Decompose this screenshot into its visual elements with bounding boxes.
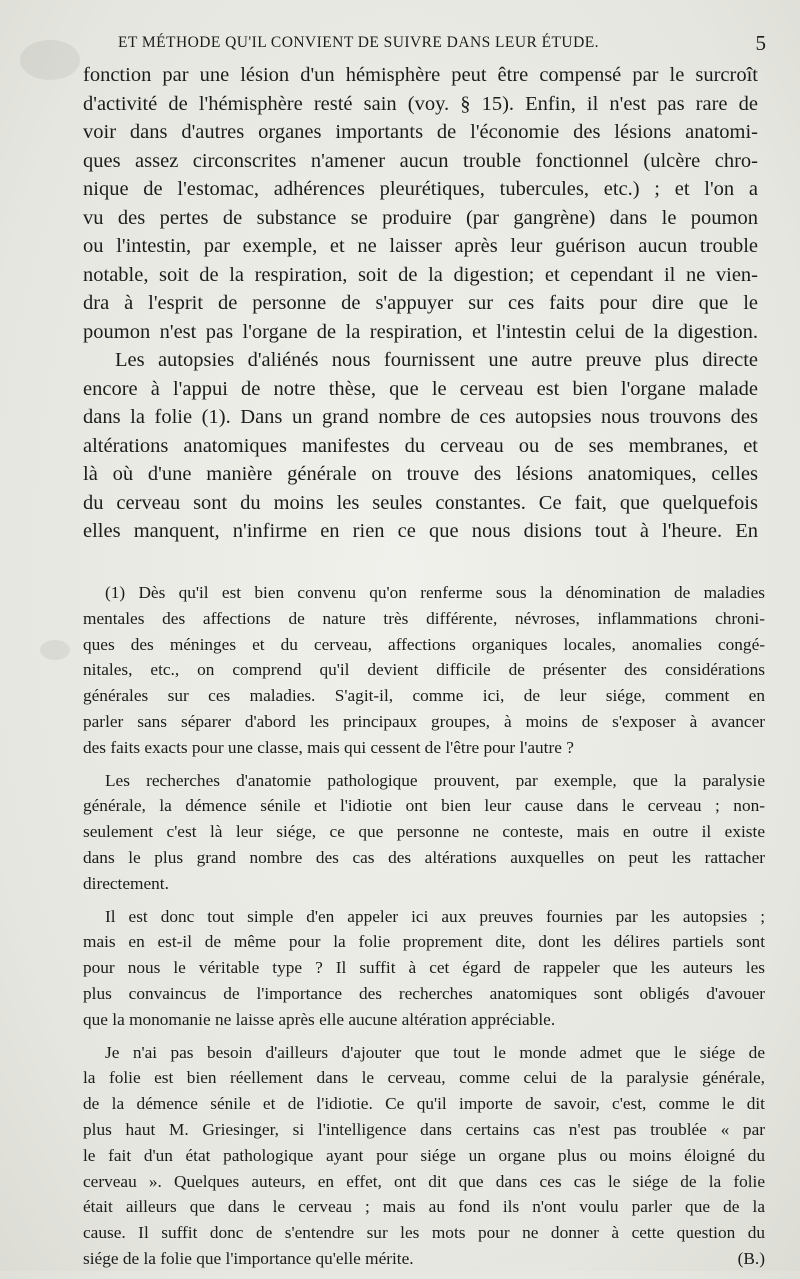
footnote-line: Je n'ai pas besoin d'ailleurs d'ajouter que tout le monde admet que le siége de — [105, 1042, 765, 1062]
footnote-block — [83, 580, 765, 1279]
footnote-line: (1) Dès qu'il est bien convenu qu'on renferme sous la dénomination de maladies — [105, 583, 765, 602]
footnote-line: dans le plus grand nombre des cas des altérations auxquelles on peut les rattacher — [83, 847, 765, 867]
text-line: notable, soit de la respiration, soit de la digestion; et cependant il ne vien- — [83, 263, 758, 286]
footnote-line: Les recherches d'anatomie pathologique prouvent, par exemple, que la paralysie — [105, 770, 765, 790]
footnote-line: pour nous le véritable type ? Il suffit à cet égard de rappeler que les auteurs les — [83, 958, 765, 978]
page-stain — [20, 40, 80, 80]
text-line: Les autopsies d'aliénés nous fournissent une autre preuve plus directe — [115, 349, 758, 371]
footnote-line: la folie est bien réellement dans le cerveau, comme celui de la paralysie générale, — [83, 1068, 765, 1088]
text-line: dra à l'esprit de personne de s'appuyer sur ces faits pour dire que le — [83, 292, 758, 314]
footnote-paragraph — [83, 580, 765, 761]
footnote-line: mentales des affections de nature très différente, névroses, inflammations chroni- — [83, 608, 765, 628]
text-line: voir dans d'autres organes importants de l'économie des lésions anatomi- — [83, 121, 758, 143]
footnote-line: Il est donc tout simple d'en appeler ici aux preuves fournies par les autopsies ; — [105, 906, 765, 926]
text-line: dans la folie (1). Dans un grand nombre de ces autopsies nous trouvons des — [83, 406, 758, 428]
running-head — [118, 31, 766, 58]
footnote-line: seulement c'est là leur siége, ce que personne ne conteste, mais en outre il existe — [83, 822, 765, 842]
footnote-line: cause. Il suffit donc de s'entendre sur les mots pour ne donner à cette question du — [83, 1223, 765, 1243]
footnote-line: était ailleurs que dans le cerveau ; mais au fond ils n'ont voulu parler que de la — [83, 1197, 765, 1217]
text-line: ou l'intestin, par exemple, et ne laisser après leur guérison aucun trouble — [83, 235, 758, 257]
footnote-line: générales sur ces maladies. S'agit-il, comme ici, de leur siége, comment en — [83, 686, 765, 706]
text-line: altérations anatomiques manifestes du cerveau ou de ses membranes, et — [83, 434, 758, 457]
footnote-line: plus convaincus de l'importance des recherches anatomiques sont obligés d'avouer — [83, 983, 765, 1003]
footnote-paragraph — [83, 1040, 765, 1272]
text-line: ques assez circonscrites n'amener aucun trouble fonctionnel (ulcère chro- — [83, 149, 758, 172]
footnote-paragraph — [83, 904, 765, 1033]
footnote-line: ques des méninges et du cerveau, affections organiques locales, anomalies congé- — [83, 634, 765, 654]
text-line: nique de l'estomac, adhérences pleurétiques, tubercules, etc.) ; et l'on a — [83, 178, 758, 200]
footnote-line: que la monomanie ne laisse après elle aucune altération appréciable. — [83, 1009, 556, 1029]
footnote-line: de la démence sénile et de l'idiotie. Ce qu'il importe de savoir, c'est, comme le dit — [83, 1094, 765, 1114]
footnote-line: cerveau ». Quelques auteurs, en effet, ont dit que dans ces cas le siége de la folie — [83, 1171, 765, 1191]
text-line: fonction par une lésion d'un hémisphère peut être compensé par le surcroît — [83, 64, 758, 86]
text-line: encore à l'appui de notre thèse, que le cerveau est bien l'organe malade — [83, 377, 758, 400]
text-line: d'activité de l'hémisphère resté sain (voy. § 15). Enfin, il n'est pas rare de — [83, 92, 758, 115]
author-signature: (B.) — [737, 1248, 765, 1268]
footnote-line: plus haut M. Griesinger, si l'intelligence dans certains cas n'est pas troublée « par — [83, 1119, 765, 1139]
footnote-line: générale, la démence sénile et l'idiotie ont bien leur cause dans le cerveau ; non- — [83, 796, 765, 816]
footnote-line: le fait d'un état pathologique ayant pour siége un organe plus ou moins éloigné du — [83, 1145, 765, 1165]
footnote-paragraph — [83, 768, 765, 897]
body-text — [83, 61, 758, 546]
footnote-line: des faits exacts pour une classe, mais qui cessent de l'être pour l'autre ? — [83, 737, 574, 757]
footnote-line: directement. — [83, 873, 169, 893]
footnote-line: parler sans séparer d'abord les principaux groupes, à moins de s'exposer à avancer — [83, 711, 765, 731]
footnote-line: siége de la folie que l'importance qu'elle mérite. — [83, 1248, 414, 1268]
page-stain — [40, 640, 70, 660]
footnote-last-line — [83, 1246, 765, 1272]
footnote-line: nitales, etc., on comprend qu'il devient difficile de présenter des considérations — [83, 660, 765, 680]
text-line: vu des pertes de substance se produire (par gangrène) dans le poumon — [83, 206, 758, 229]
text-line: du cerveau sont du moins les seules constantes. Ce fait, que quelquefois — [83, 491, 758, 514]
text-line: elles manquent, n'infirme en rien ce que nous disions tout à l'heure. En — [83, 520, 758, 542]
page-number: 5 — [755, 31, 766, 55]
text-line: poumon n'est pas l'organe de la respiration, et l'intestin celui de la digestion. — [83, 320, 758, 343]
text-line: là où d'une manière générale on trouve des lésions anatomiques, celles — [83, 463, 758, 485]
footnote-line: mais en est-il de même pour la folie proprement dite, dont les délires partiels sont — [83, 932, 765, 952]
running-head-title: ET MÉTHODE QU'IL CONVIENT DE SUIVRE DANS LEUR ÉTUDE. — [118, 34, 599, 51]
